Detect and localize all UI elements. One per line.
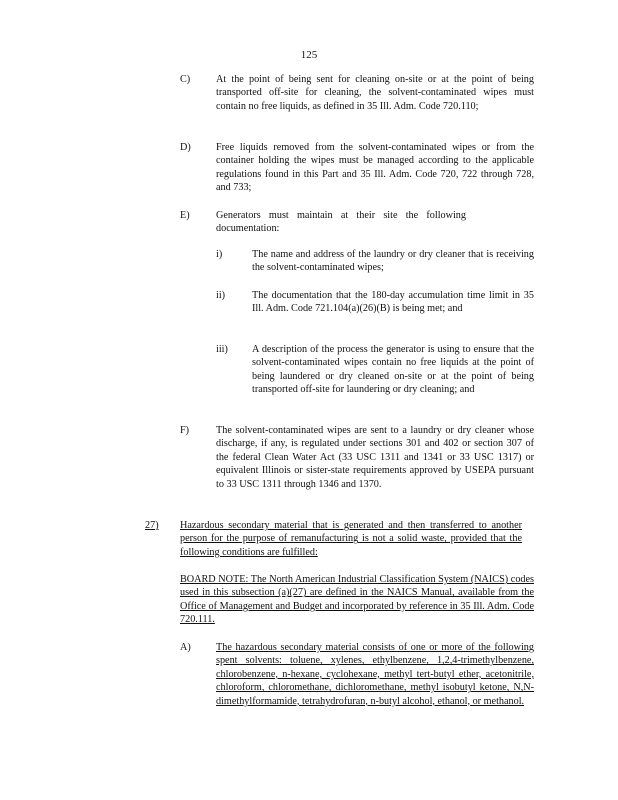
item-27-text: Hazardous secondary material that is generated and then transferred to another person for the purpose of remanufacturing is not a solid waste, provided that the following conditions are fulfilled: [180, 520, 522, 558]
item-e-i-label: i) [216, 249, 223, 260]
item-27-a-label: A) [180, 642, 191, 653]
item-e-ii-label: ii) [216, 290, 226, 301]
item-e-ii-text: The documentation that the 180-day accumulation time limit in 35 Ill. Adm. Code 721.104(a)(26)(B) is being met; and [252, 290, 534, 315]
item-d-text: Free liquids removed from the solvent-contaminated wipes or from the container holding the wipes must be managed according to the applicable regulations found in this Part and 35 Ill. Adm. Code 720, 722 through 728, and 733; [216, 142, 534, 194]
item-27-label: 27) [145, 520, 159, 531]
item-c-text: At the point of being sent for cleaning on-site or at the point of being transported off-site for cleaning, the solvent-contaminated wipes must contain no free liquids, as defined in 35 Ill. Adm. Code 720.110; [216, 74, 534, 112]
page-number: 125 [300, 49, 318, 61]
item-e-i-text: The name and address of the laundry or dry cleaner that is receiving the solvent-contaminated wipes; [252, 249, 534, 274]
item-f-text: The solvent-contaminated wipes are sent to a laundry or dry cleaner whose discharge, if any, is regulated under sections 301 and 402 or section 307 of the federal Clean Water Act (33 USC 1311 and 1341 or 33 USC 1317) or equivalent Illinois or sister-state requirements approved by USEPA pursuant to 33 USC 1311 through 1346 and 1370. [216, 425, 534, 490]
item-27-a-text: The hazardous secondary material consists of one or more of the following spent solvents: toluene, xylenes, ethylbenzene, 1,2,4-trimethylbenzene, chlorobenzene, n-hexane, cyclohexane, methyl tert-butyl ether, acetonitrile, chloroform, chloromethane, dichloromethane, methyl isobutyl ketone, N,N-dimethylformamide, tetrahydrofuran, n-butyl alcohol, ethanol, or methanol. [216, 642, 534, 707]
board-note-text: BOARD NOTE: The North American Industrial Classification System (NAICS) codes used in this subsection (a)(27) are defined in the NAICS Manual, available from the Office of Management and Budget and incorporated by reference in 35 Ill. Adm. Code 720.111. [180, 574, 534, 626]
item-e-iii-text: A description of the process the generator is using to ensure that the solvent-contaminated wipes contain no free liquids at the point of being laundered or dry cleaned on-site or at the point of being transported off-site for laundering or dry cleaning; and [252, 344, 534, 396]
item-d-label: D) [180, 142, 191, 153]
item-e-text: Generators must maintain at their site the following documentation: [216, 210, 466, 235]
item-e-label: E) [180, 210, 190, 221]
item-e-iii-label: iii) [216, 344, 228, 355]
item-c-label: C) [180, 74, 191, 85]
item-f-label: F) [180, 425, 190, 436]
